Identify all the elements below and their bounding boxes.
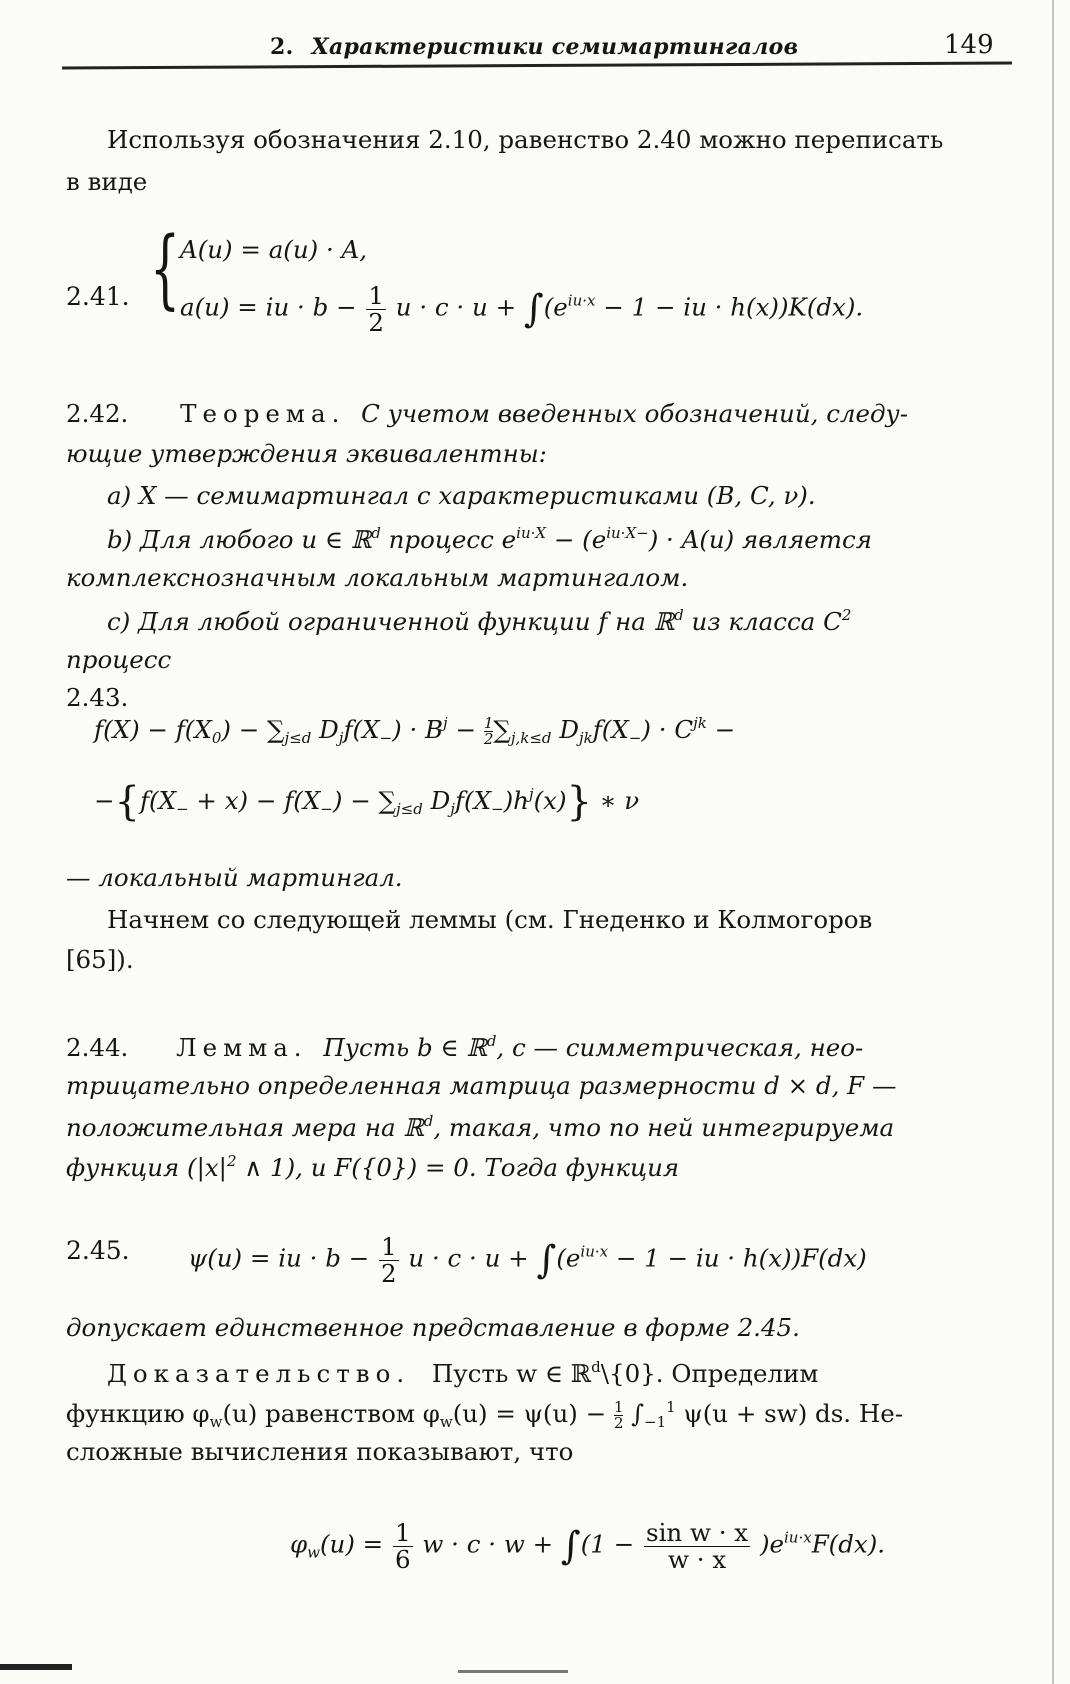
eq-2-41-line-2: a(u) = iu · b − $\frac{1}{2}$ $u \cdot c \cdot u + \int(e^{iu\cdot x} - 1$ − iu · h(x))K(dx). (180, 281, 864, 337)
local-martingale-line: — локальный мартингал. (66, 863, 403, 892)
eq-2-41-label: 2.41. (66, 282, 130, 311)
theorem-line-1: 2.42. Теорема. С учетом введенных обозначений, следу- (66, 399, 909, 428)
page-number: 149 (944, 30, 994, 60)
proof-line-1: Доказательство. Пусть w ∈ ℝ$^d$\{0}. Определим (107, 1358, 819, 1388)
intro-line-1: Используя обозначения 2.10, равенство 2.40 можно переписать (107, 125, 944, 154)
section-number: 2. (270, 34, 294, 60)
scan-bottom-mark (458, 1670, 568, 1673)
lemma-line-4: функция ($|x|^2$ ∧ 1), и F({0}) = 0. Тогда функция (66, 1152, 680, 1182)
theorem-item-a: a) X — семимартингал с характеристиками (B, C, ν). (107, 481, 816, 510)
intro-line-2: в виде (66, 167, 148, 196)
eq-2-41-brace: { (150, 219, 181, 319)
theorem-line-2: ющие утверждения эквивалентны: (66, 439, 547, 468)
lemma-line-1: 2.44. Лемма. Пусть b ∈ ℝ$^d$, c — симметрическая, нео- (66, 1032, 864, 1062)
final-equation: $\varphi_w(u)$ = $\frac{1}{6}$ w · c · w + ∫(1 − $\frac{\text{sin w · x}}{w \cdot x}$ )$e^{iu\cdot x}F(dx)$. (290, 1518, 886, 1574)
proof-line-3: сложные вычисления показывают, что (66, 1437, 574, 1466)
lemma-word: Лемма. (176, 1033, 308, 1062)
eq-2-41-line-1: A(u) = a(u) · A, (180, 235, 368, 264)
eq-2-45-body: ψ(u) = iu · b − $\frac{1}{2}$ $u \cdot c \cdot u + \int(e^{iu\cdot x} - 1$ − iu · h(x))F(dx) (188, 1232, 867, 1288)
uniqueness-line: допускает единственное представление в форме 2.45. (66, 1313, 800, 1342)
section-title: Характеристики семимартингалов (311, 34, 799, 60)
proof-line-2: функцию $\varphi_w(u)$ равенством $\varphi_w(u) = \psi(u)$ − $\frac{1}{2}$ $\int_{-1}^1$ ψ(u + sw) ds. Не- (66, 1398, 904, 1432)
theorem-item-b-line-1: b) Для любого u ∈ ℝ$^d$ процесс $e^{iu\cdot X} - (e^{iu\cdot X-}) \cdot A(u)$ является (107, 524, 872, 554)
lemma-line-2: трицательно определенная матрица размерности d × d, F — (66, 1071, 897, 1100)
theorem-number: 2.42. (66, 399, 129, 428)
theorem-item-c-line-1: c) Для любой ограниченной функции f на ℝ$^d$ из класса $C^2$ (107, 606, 852, 636)
eq-2-43-label: 2.43. (66, 683, 129, 712)
theorem-word: Теорема. (180, 399, 346, 428)
eq-2-43-line-2: $-\{f(X_- + x) - f(X_-) - \sum_{j\le d}$ $D_jf(X_-)h^j(x)$} ∗ ν (94, 779, 640, 825)
lemma-line-3: положительная мера на ℝ$^d$, такая, что по ней интегрируема (66, 1112, 895, 1142)
theorem-item-c-line-2: процесс (66, 645, 172, 674)
eq-2-43-line-1: $f(X) - f(X_0) - \sum_{j\le d}$ $D_jf(X_-) \cdot B^j$ − $\frac{1}{2}$ $\sum_{j,k\le d}$ $D_{jk}f(X_-) \cdot C^{jk}$ − (94, 714, 736, 748)
eq-2-45-label: 2.45. (66, 1236, 130, 1265)
running-header (270, 34, 798, 60)
proof-word: Доказательство. (107, 1359, 411, 1388)
scan-right-edge (1052, 0, 1054, 1684)
scan-edge-mark (0, 1664, 72, 1670)
lemma-intro-line-1: Начнем со следующей леммы (см. Гнеденко и Колмогоров (107, 905, 873, 934)
theorem-item-b-line-2: комплекснозначным локальным мартингалом. (66, 563, 689, 592)
lemma-intro-line-2: [65]). (66, 945, 134, 974)
lemma-number: 2.44. (66, 1033, 129, 1062)
header-rule (62, 62, 1012, 70)
